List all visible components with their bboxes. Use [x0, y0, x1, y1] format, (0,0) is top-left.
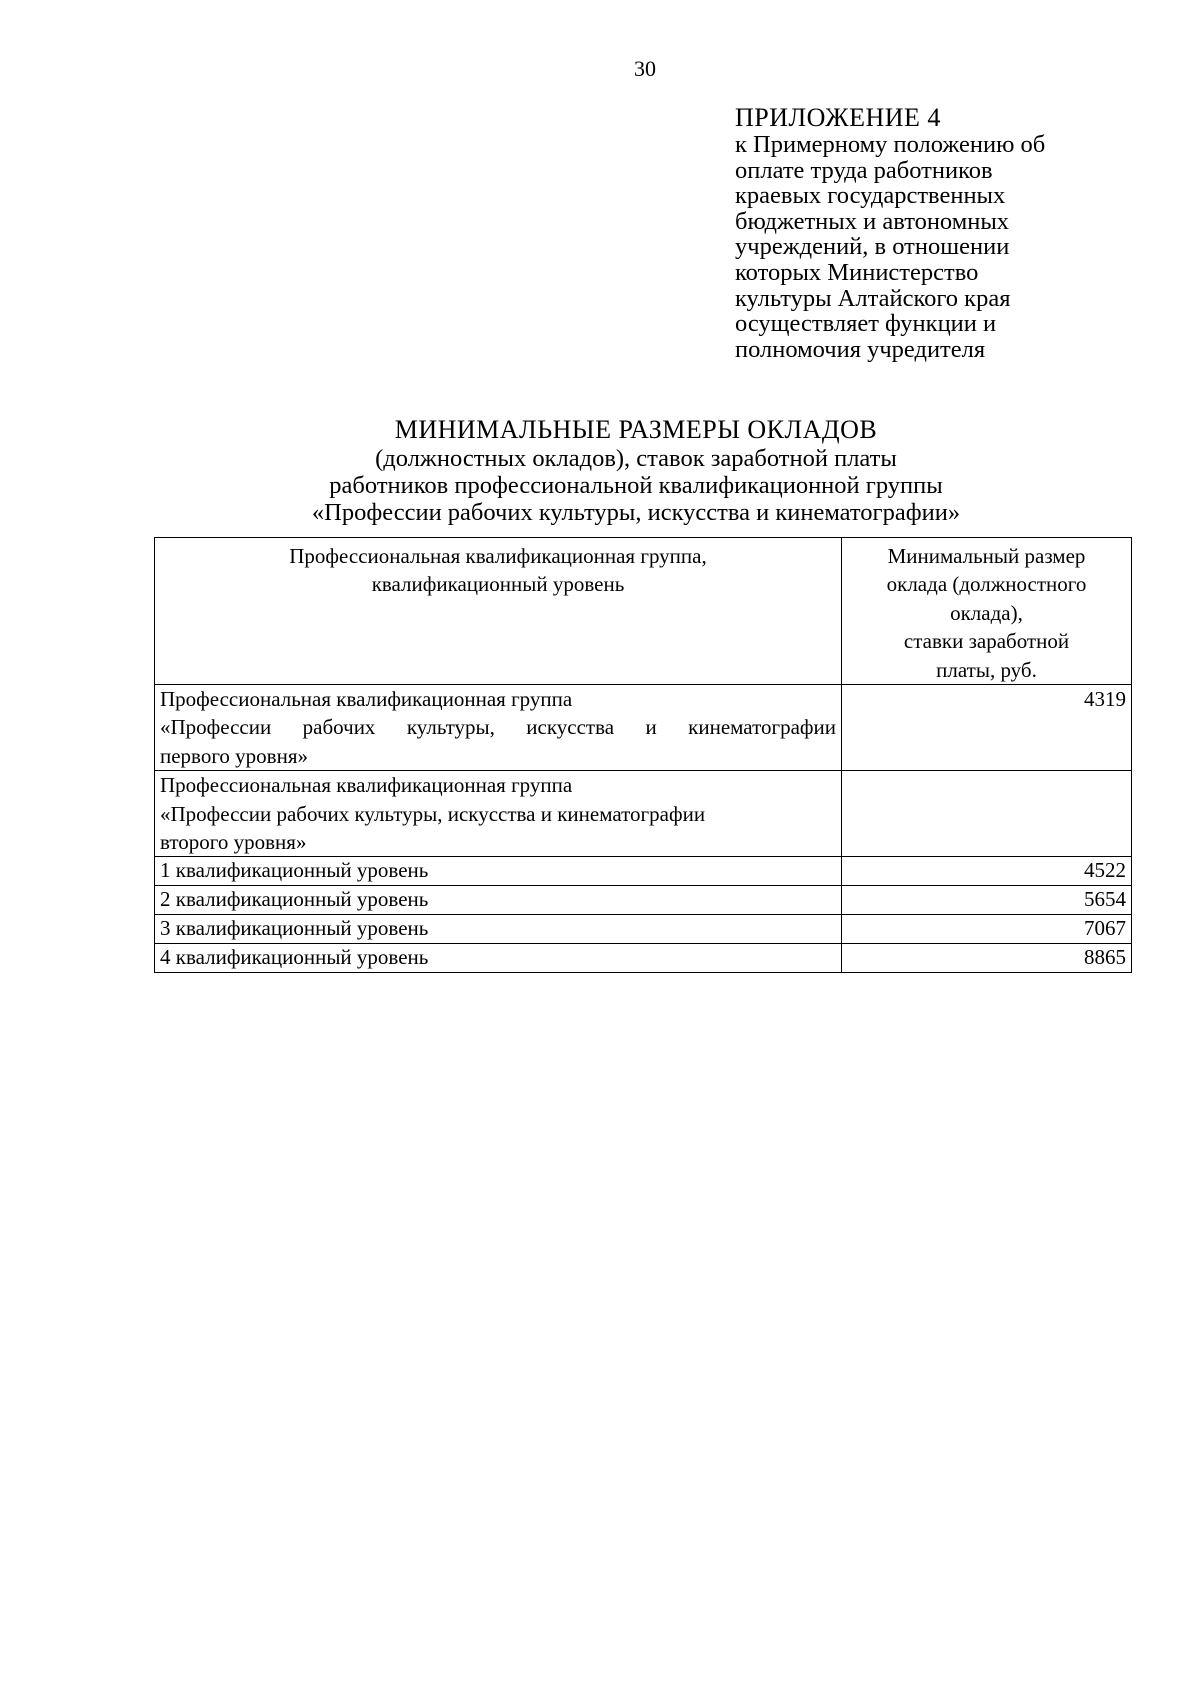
- group-2-value: [842, 771, 1132, 857]
- table-row-group-2: [155, 771, 1132, 857]
- title-subtitle: (должностных окладов), ставок заработной платы работников профессиональной квалификационной группы «Профессии рабочих культуры, искусства и кинематографии»: [311, 445, 961, 526]
- level-1-label: 1 квалификационный уровень: [155, 857, 842, 886]
- table-header-row: [155, 538, 1132, 685]
- document-title: [160, 415, 1112, 526]
- level-3-value: 7067: [842, 915, 1132, 944]
- appendix-block: [735, 104, 1175, 362]
- table-row-level-3: [155, 915, 1132, 944]
- page-number: 30: [634, 56, 656, 81]
- title-main: МИНИМАЛЬНЫЕ РАЗМЕРЫ ОКЛАДОВ: [394, 415, 878, 444]
- group-1-line1: Профессиональная квалификационная группа: [160, 687, 573, 712]
- level-2-value: 5654: [842, 886, 1132, 915]
- table-row-group-1: [155, 685, 1132, 771]
- group-2-line1: Профессиональная квалификационная группа: [160, 773, 573, 798]
- table-row-level-2: [155, 886, 1132, 915]
- group-2-name: [155, 771, 842, 857]
- appendix-title: ПРИЛОЖЕНИЕ 4: [735, 103, 941, 132]
- level-3-label: 3 квалификационный уровень: [155, 915, 842, 944]
- header-min-salary: Минимальный размер оклада (должностного оклада), ставки заработной платы, руб.: [842, 538, 1132, 685]
- table-row-level-1: [155, 857, 1132, 886]
- group-1-line2: «Профессии рабочих культуры, искусства и кинематографии: [160, 715, 836, 740]
- group-1-value: 4319: [842, 685, 1132, 771]
- salary-table: [154, 537, 1132, 973]
- header-group-level: Профессиональная квалификационная группа, квалификационный уровень: [155, 538, 842, 685]
- appendix-text: к Примерному положению об оплате труда работников краевых государственных бюджетных и автономных учреждений, в отношении которых Министерство культуры Алтайского края осуществляет функции и полномочия учредителя: [735, 131, 1046, 363]
- level-1-value: 4522: [842, 857, 1132, 886]
- table-row-level-4: [155, 944, 1132, 973]
- level-4-label: 4 квалификационный уровень: [155, 944, 842, 973]
- level-2-label: 2 квалификационный уровень: [155, 886, 842, 915]
- group-1-name: [155, 685, 842, 771]
- group-2-line3: второго уровня»: [160, 830, 307, 855]
- group-2-line2: «Профессии рабочих культуры, искусства и кинематографии: [160, 801, 706, 826]
- group-1-line3: первого уровня»: [160, 743, 308, 768]
- level-4-value: 8865: [842, 944, 1132, 973]
